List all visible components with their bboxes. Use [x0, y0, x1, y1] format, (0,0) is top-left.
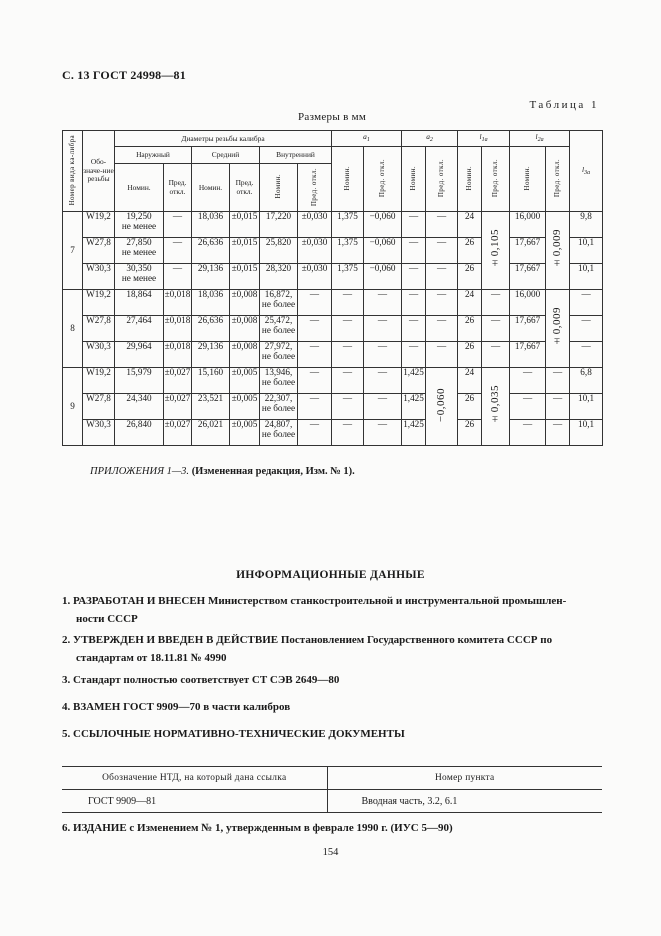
inner-nom: 17,220 [260, 212, 298, 238]
middle-tol: ±0,008 [230, 316, 260, 342]
outer-nom: 19,250 не менее [115, 212, 164, 238]
a2-nom: — [402, 290, 426, 316]
thread-designation: W30,3 [83, 342, 115, 368]
inner-nom: 27,972, не более [260, 342, 298, 368]
info-item-2-line2: стандартам от 18.11.81 № 4990 [76, 652, 227, 664]
table-row [63, 290, 603, 316]
l2a-nom: — [510, 394, 546, 420]
thread-designation: W19,2 [83, 212, 115, 238]
a2-nom: — [402, 264, 426, 290]
appendix-note [90, 466, 355, 477]
a2-tol: −0,060 [426, 368, 458, 446]
a2-nom: 1,425 [402, 420, 426, 446]
info-item-1-line2: ности СССР [76, 613, 138, 625]
l2a-nom: 17,667 [510, 342, 546, 368]
info-item-3 [62, 671, 602, 689]
middle-nom: 29,136 [192, 264, 230, 290]
middle-nom: 18,036 [192, 290, 230, 316]
table-number: Таблица 1 [529, 99, 599, 111]
l1a-nom: 26 [458, 394, 482, 420]
table-row [63, 394, 603, 420]
l3a: — [570, 290, 603, 316]
inner-tol: ±0,030 [298, 238, 332, 264]
l2a-nom: — [510, 368, 546, 394]
inner-nom: 24,807, не более [260, 420, 298, 446]
outer-tol: — [164, 212, 192, 238]
a1-tol: — [364, 342, 402, 368]
l3a: — [570, 342, 603, 368]
header-middle-tol: Пред. откл. [230, 164, 260, 212]
info-item-4-line1: 4. ВЗАМЕН ГОСТ 9909—70 в части калибров [62, 701, 291, 713]
reference-documents-table [62, 766, 602, 813]
thread-designation: W27,8 [83, 316, 115, 342]
outer-tol: — [164, 238, 192, 264]
a1-tol: — [364, 368, 402, 394]
header-a1: $a_1$ [332, 131, 402, 147]
table-row [63, 342, 603, 368]
l1a-nom: 24 [458, 368, 482, 394]
appendix-note-italic: ПРИЛОЖЕНИЯ 1—3. [90, 466, 190, 477]
header-outer-nom: Номин. [115, 164, 164, 212]
a2-nom: — [402, 316, 426, 342]
middle-tol: ±0,015 [230, 212, 260, 238]
a2-nom: 1,425 [402, 394, 426, 420]
header-l1a-tol: Пред. откл. [482, 147, 510, 212]
header-l2a-tol: Пред. откл. [546, 147, 570, 212]
middle-nom: 26,021 [192, 420, 230, 446]
header-a2: $a_2$ [402, 131, 458, 147]
table-row [63, 264, 603, 290]
header-diameters: Диаметры резьбы калибра [115, 131, 332, 147]
thread-designation: W27,8 [83, 238, 115, 264]
l1a-nom: 26 [458, 420, 482, 446]
l1a-tol: ±0,035 [482, 368, 510, 446]
ref-header-clause: Номер пункта [327, 767, 602, 790]
outer-tol: ±0,018 [164, 290, 192, 316]
info-item-4 [62, 698, 602, 716]
outer-tol: ±0,027 [164, 420, 192, 446]
appendix-note-bold: (Измененная редакция, Изм. № 1). [191, 466, 355, 477]
header-designation: Обо-значе-ние резьбы [83, 131, 115, 212]
a1-nom: 1,375 [332, 212, 364, 238]
header-a1-tol: Пред. откл. [364, 147, 402, 212]
inner-tol: — [298, 342, 332, 368]
outer-tol: ±0,027 [164, 368, 192, 394]
a1-nom: — [332, 420, 364, 446]
a1-tol: — [364, 290, 402, 316]
l1a-tol: ±0,105 [482, 212, 510, 290]
outer-tol: — [164, 264, 192, 290]
l1a-tol: — [482, 316, 510, 342]
outer-tol: ±0,018 [164, 342, 192, 368]
a2-tol: — [426, 264, 458, 290]
outer-nom: 24,340 [115, 394, 164, 420]
thread-designation: W19,2 [83, 290, 115, 316]
middle-tol: ±0,015 [230, 238, 260, 264]
outer-nom: 30,350 не менее [115, 264, 164, 290]
inner-nom: 13,946, не более [260, 368, 298, 394]
a2-nom: — [402, 342, 426, 368]
header-outer: Наружный [115, 147, 192, 164]
middle-nom: 26,636 [192, 238, 230, 264]
info-item-2 [62, 631, 602, 667]
inner-nom: 16,872, не более [260, 290, 298, 316]
a1-nom: — [332, 316, 364, 342]
inner-nom: 25,472, не более [260, 316, 298, 342]
info-item-5 [62, 725, 602, 743]
caliber-number: 9 [63, 368, 83, 446]
a1-nom: — [332, 368, 364, 394]
outer-tol: ±0,018 [164, 316, 192, 342]
middle-tol: ±0,008 [230, 290, 260, 316]
a1-nom: 1,375 [332, 238, 364, 264]
header-l3a: $l_{3а}$ [570, 131, 603, 212]
header-a2-tol: Пред. откл. [426, 147, 458, 212]
page-number: 154 [322, 847, 339, 858]
l1a-tol: — [482, 290, 510, 316]
a2-nom: 1,425 [402, 368, 426, 394]
inner-nom: 22,307, не более [260, 394, 298, 420]
ref-table-header [62, 767, 602, 790]
inner-tol: — [298, 420, 332, 446]
header-middle: Средний [192, 147, 260, 164]
middle-tol: ±0,015 [230, 264, 260, 290]
header-a1-nom: Номин. [332, 147, 364, 212]
l2a-nom: 17,667 [510, 238, 546, 264]
header-inner: Внутренний [260, 147, 332, 164]
outer-nom: 27,850 не менее [115, 238, 164, 264]
table-row [63, 368, 603, 394]
a1-nom: — [332, 290, 364, 316]
l3a: 9,8 [570, 212, 603, 238]
info-item-5-line1: 5. ССЫЛОЧНЫЕ НОРМАТИВНО-ТЕХНИЧЕСКИЕ ДОКУМЕНТЫ [62, 728, 405, 740]
l2a-nom: 16,000 [510, 212, 546, 238]
l3a: 10,1 [570, 238, 603, 264]
a1-nom: 1,375 [332, 264, 364, 290]
l3a: 10,1 [570, 264, 603, 290]
l2a-tol: ±0,009 [546, 212, 570, 290]
l2a-tol: — [546, 420, 570, 446]
outer-nom: 26,840 [115, 420, 164, 446]
header-l2a: $l_{2а}$ [510, 131, 570, 147]
middle-nom: 15,160 [192, 368, 230, 394]
l1a-nom: 26 [458, 342, 482, 368]
l1a-nom: 26 [458, 316, 482, 342]
middle-tol: ±0,005 [230, 420, 260, 446]
l2a-nom: 17,667 [510, 264, 546, 290]
header-l1a: $l_{1а}$ [458, 131, 510, 147]
middle-nom: 29,136 [192, 342, 230, 368]
inner-tol: ±0,030 [298, 212, 332, 238]
l2a-tol: — [546, 368, 570, 394]
l2a-tol: ±0,009 [546, 290, 570, 368]
a2-tol: — [426, 212, 458, 238]
a1-tol: — [364, 420, 402, 446]
a2-nom: — [402, 238, 426, 264]
l2a-nom: 17,667 [510, 316, 546, 342]
middle-tol: ±0,005 [230, 368, 260, 394]
inner-tol: — [298, 316, 332, 342]
a1-tol: −0,060 [364, 264, 402, 290]
header-middle-nom: Номин. [192, 164, 230, 212]
inner-nom: 25,820 [260, 238, 298, 264]
header-l2a-nom: Номин. [510, 147, 546, 212]
outer-tol: ±0,027 [164, 394, 192, 420]
middle-tol: ±0,008 [230, 342, 260, 368]
table-units: Размеры в мм [298, 111, 367, 123]
table-row [63, 238, 603, 264]
header-inner-nom: Номин. [260, 164, 298, 212]
inner-tol: — [298, 394, 332, 420]
info-item-1-line1: 1. РАЗРАБОТАН И ВНЕСЕН Министерством станкостроительной и инструментальной промышлен- [62, 595, 567, 607]
inner-tol: — [298, 290, 332, 316]
table-row [62, 790, 602, 813]
ref-header-document: Обозначение НТД, на который дана ссылка [62, 767, 327, 790]
l1a-nom: 26 [458, 238, 482, 264]
ref-clause: Вводная часть, 3.2, 6.1 [327, 790, 602, 813]
outer-nom: 27,464 [115, 316, 164, 342]
header-l1a-nom: Номин. [458, 147, 482, 212]
l2a-nom: — [510, 420, 546, 446]
a1-nom: — [332, 394, 364, 420]
l3a: 10,1 [570, 420, 603, 446]
l1a-nom: 24 [458, 290, 482, 316]
outer-nom: 18,864 [115, 290, 164, 316]
l3a: 10,1 [570, 394, 603, 420]
outer-nom: 29,964 [115, 342, 164, 368]
a2-tol: — [426, 316, 458, 342]
l1a-nom: 26 [458, 264, 482, 290]
a2-tol: — [426, 342, 458, 368]
page-header: С. 13 ГОСТ 24998—81 [62, 68, 186, 82]
thread-designation: W30,3 [83, 420, 115, 446]
a1-nom: — [332, 342, 364, 368]
middle-nom: 18,036 [192, 212, 230, 238]
table-row [63, 212, 603, 238]
a2-tol: — [426, 238, 458, 264]
l3a: 6,8 [570, 368, 603, 394]
l2a-tol: — [546, 394, 570, 420]
ref-document: ГОСТ 9909—81 [62, 790, 327, 813]
header-outer-tol: Пред. откл. [164, 164, 192, 212]
thread-designation: W30,3 [83, 264, 115, 290]
a1-tol: — [364, 316, 402, 342]
info-item-3-line1: 3. Стандарт полностью соответствует СТ СЭВ 2649—80 [62, 674, 340, 686]
caliber-number: 8 [63, 290, 83, 368]
middle-nom: 23,521 [192, 394, 230, 420]
thread-designation: W27,8 [83, 394, 115, 420]
caliber-number: 7 [63, 212, 83, 290]
edition-line: 6. ИЗДАНИЕ с Изменением № 1, утвержденным в феврале 1990 г. (ИУС 5—90) [62, 822, 453, 834]
info-item-1 [62, 592, 602, 628]
table-row [63, 316, 603, 342]
thread-designation: W19,2 [83, 368, 115, 394]
info-section-title: ИНФОРМАЦИОННЫЕ ДАННЫЕ [236, 569, 425, 581]
l1a-tol: — [482, 342, 510, 368]
inner-tol: — [298, 368, 332, 394]
header-a2-nom: Номин. [402, 147, 426, 212]
middle-tol: ±0,005 [230, 394, 260, 420]
a1-tol: −0,060 [364, 238, 402, 264]
a2-nom: — [402, 212, 426, 238]
dimensions-table [62, 130, 603, 446]
a1-tol: −0,060 [364, 212, 402, 238]
inner-tol: ±0,030 [298, 264, 332, 290]
a2-tol: — [426, 290, 458, 316]
l2a-nom: 16,000 [510, 290, 546, 316]
a1-tol: — [364, 394, 402, 420]
middle-nom: 26,636 [192, 316, 230, 342]
info-item-2-line1: 2. УТВЕРЖДЕН И ВВЕДЕН В ДЕЙСТВИЕ Постановлением Государственного комитета СССР по [62, 634, 553, 646]
l1a-nom: 24 [458, 212, 482, 238]
outer-nom: 15,979 [115, 368, 164, 394]
table-row [63, 420, 603, 446]
header-caliber: Номер вида ка-либра [63, 131, 83, 212]
header-inner-tol: Пред. откл. [298, 164, 332, 212]
inner-nom: 28,320 [260, 264, 298, 290]
l3a: — [570, 316, 603, 342]
